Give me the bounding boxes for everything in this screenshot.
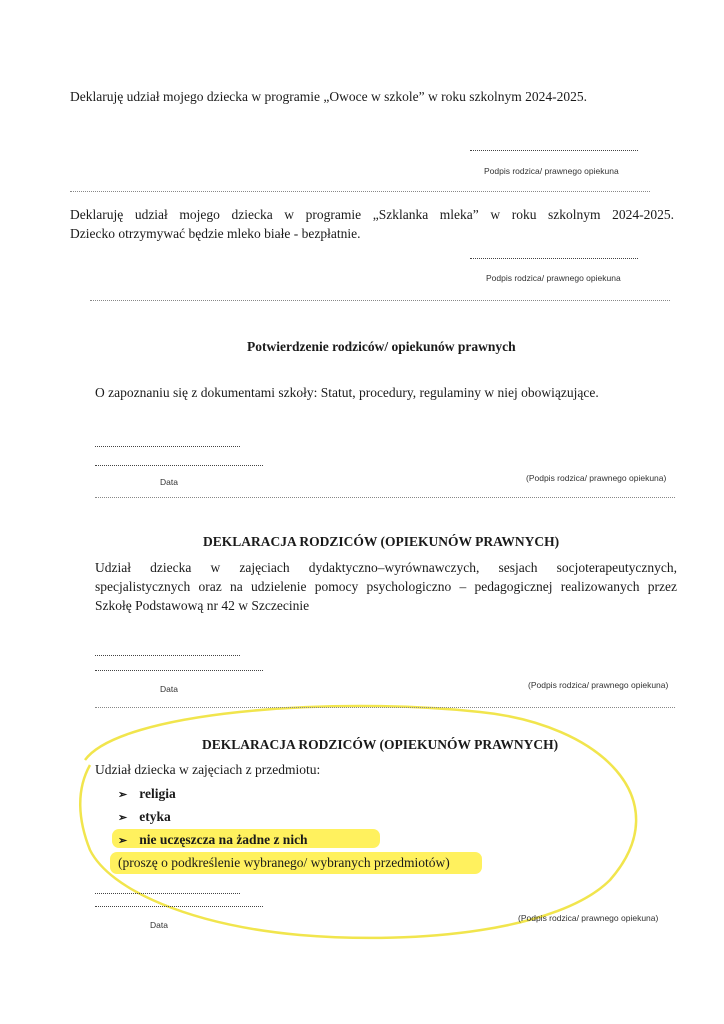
date-line-3b[interactable] [95,465,263,466]
arrow-bullet-icon: ➢ [118,835,128,847]
owoce-declaration: Deklaruję udział mojego dziecka w programie „Owoce w szkole” w roku szkolnym 2024-2025. [70,89,587,104]
signature-label-3: (Podpis rodzica/ prawnego opiekuna) [526,473,667,483]
arrow-bullet-icon: ➢ [118,789,128,801]
date-line-4a[interactable] [95,655,240,656]
option-label: etyka [139,809,171,824]
signature-label-2: Podpis rodzica/ prawnego opiekuna [486,273,621,283]
declaration-1-line-1: Udział dziecka w zajęciach dydaktyczno–wyrównawczych, sesjach socjoterapeutycznych, [95,560,677,575]
option-label: religia [139,786,176,801]
declaration-title-2: DEKLARACJA RODZICÓW (OPIEKUNÓW PRAWNYCH) [202,737,559,752]
option-etyka[interactable] [118,809,171,825]
date-line-3a[interactable] [95,446,240,447]
signature-label-4: (Podpis rodzica/ prawnego opiekuna) [528,680,669,690]
szklanka-declaration-line-1: Deklaruję udział mojego dziecka w programie „Szklanka mleka” w roku szkolnym 2024-2025. [70,207,674,222]
underline-instruction: (proszę o podkreślenie wybranego/ wybranych przedmiotów) [118,855,450,870]
date-label-4: Data [160,684,178,694]
separator-1 [70,191,650,192]
signature-line-1[interactable] [470,150,638,151]
szklanka-declaration-line-2: Dziecko otrzymywać będzie mleko białe - bezpłatnie. [70,226,361,241]
signature-line-2[interactable] [470,258,638,259]
arrow-bullet-icon: ➢ [118,812,128,824]
confirmation-title: Potwierdzenie rodziców/ opiekunów prawnych [247,339,516,354]
confirmation-text: O zapoznaniu się z dokumentami szkoły: Statut, procedury, regulaminy w niej obowiązujące. [95,385,599,400]
signature-label-1: Podpis rodzica/ prawnego opiekuna [484,166,619,176]
separator-3 [95,497,675,498]
subjects-intro: Udział dziecka w zajęciach z przedmiotu: [95,762,321,777]
declaration-title-1: DEKLARACJA RODZICÓW (OPIEKUNÓW PRAWNYCH) [203,534,560,549]
option-label: nie uczęszcza na żadne z nich [139,832,308,847]
date-label-3: Data [160,477,178,487]
date-label-5: Data [150,920,168,930]
separator-2 [90,300,670,301]
option-religia[interactable] [118,786,176,802]
option-none[interactable] [118,832,308,848]
signature-label-5: (Podpis rodzica/ prawnego opiekuna) [518,913,659,923]
separator-4 [95,707,675,708]
declaration-1-line-3: Szkołę Podstawową nr 42 w Szczecinie [95,598,310,613]
date-line-4b[interactable] [95,670,263,671]
date-line-5a[interactable] [95,893,240,894]
declaration-1-line-2: specjalistycznych oraz na udzielenie pomocy psychologiczno – pedagogicznej realizowanych przez [95,579,677,594]
date-line-5b[interactable] [95,906,263,907]
